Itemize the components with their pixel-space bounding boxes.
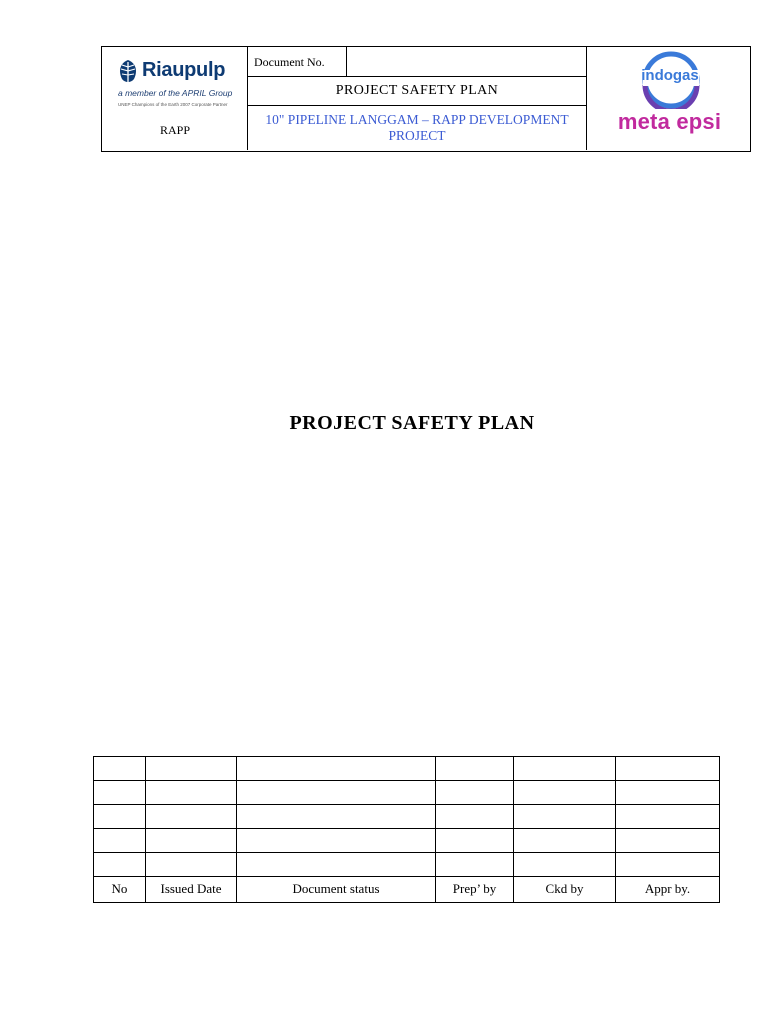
document-number-value: [347, 47, 586, 77]
table-cell: [514, 853, 616, 877]
table-cell: [146, 781, 237, 805]
table-cell: [514, 829, 616, 853]
riaupulp-fineprint: UNEP Champions of the Earth 2007 Corporate Partner: [118, 102, 228, 107]
table-cell: [94, 781, 146, 805]
project-name: 10" PIPELINE LANGGAM – RAPP DEVELOPMENT PROJECT: [265, 112, 569, 143]
riaupulp-logo-cell: [102, 47, 248, 150]
column-header-no: No: [94, 877, 146, 903]
document-number-label: Document No.: [248, 47, 347, 77]
table-row: [94, 757, 720, 781]
revision-table: [93, 756, 720, 903]
table-cell: [237, 853, 436, 877]
rapp-label: RAPP: [159, 123, 191, 137]
table-cell: [146, 853, 237, 877]
column-header-prepared-by: Prep’ by: [436, 877, 514, 903]
table-cell: [616, 781, 720, 805]
riaupulp-tagline: a member of the APRIL Group: [118, 88, 233, 98]
document-main-title: PROJECT SAFETY PLAN: [289, 412, 535, 434]
table-cell: [94, 853, 146, 877]
table-cell: [237, 757, 436, 781]
table-cell: [436, 781, 514, 805]
table-cell: [146, 829, 237, 853]
document-header: [101, 46, 751, 152]
meta-epsi-logo-text: meta epsi: [617, 109, 722, 134]
table-row: [94, 805, 720, 829]
table-row: [94, 829, 720, 853]
table-cell: [94, 805, 146, 829]
indogas-logo-text: indogas: [641, 67, 699, 84]
table-cell: [237, 781, 436, 805]
table-cell: [436, 757, 514, 781]
table-cell: [616, 853, 720, 877]
table-cell: [146, 757, 237, 781]
column-header-document-status: Document status: [237, 877, 436, 903]
table-cell: [237, 829, 436, 853]
column-header-checked-by: Ckd by: [514, 877, 616, 903]
table-cell: [436, 829, 514, 853]
table-cell: [616, 829, 720, 853]
riaupulp-logo-text: Riaupulp: [142, 59, 226, 81]
table-cell: [436, 853, 514, 877]
table-cell: [146, 805, 237, 829]
table-header-row: [94, 877, 720, 903]
table-cell: [237, 805, 436, 829]
table-cell: [616, 805, 720, 829]
riaupulp-leaf-icon: [116, 59, 140, 85]
table-cell: [514, 757, 616, 781]
table-cell: [94, 757, 146, 781]
table-cell: [514, 805, 616, 829]
table-cell: [514, 781, 616, 805]
indogas-meta-epsi-logo-cell: [586, 47, 749, 150]
table-cell: [616, 757, 720, 781]
table-row: [94, 853, 720, 877]
table-cell: [436, 805, 514, 829]
table-cell: [94, 829, 146, 853]
table-row: [94, 781, 720, 805]
header-title: PROJECT SAFETY PLAN: [248, 77, 586, 106]
column-header-approved-by: Appr by.: [616, 877, 720, 903]
column-header-issued-date: Issued Date: [146, 877, 237, 903]
